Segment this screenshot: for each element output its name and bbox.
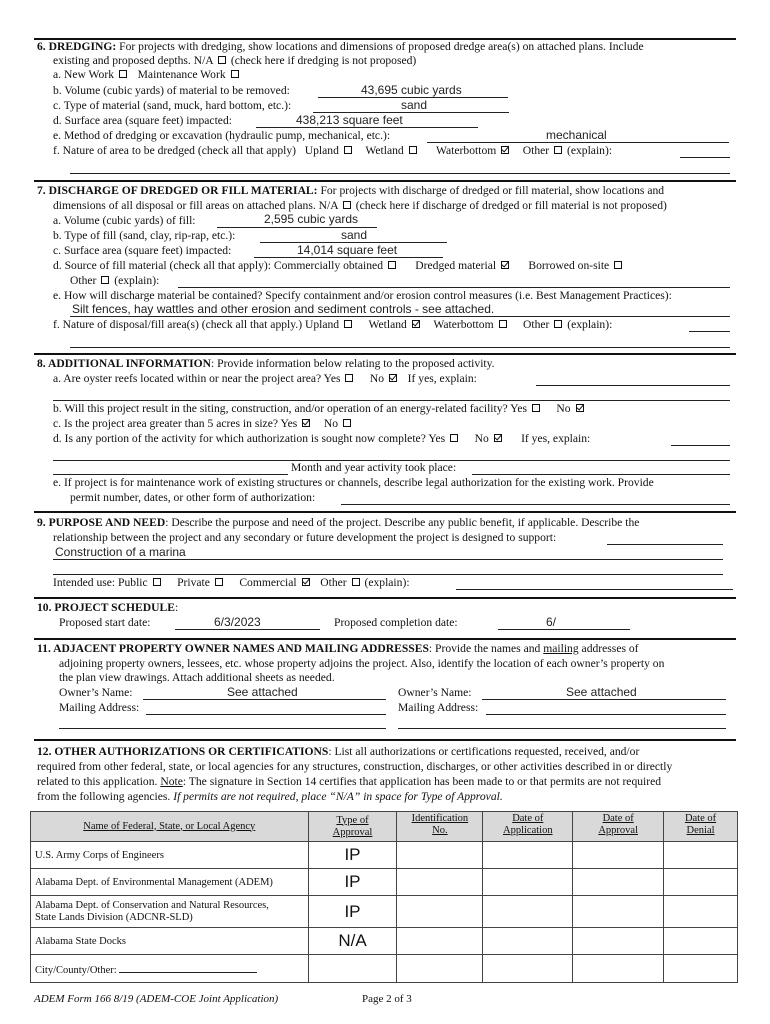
new-work-label: a. New Work: [53, 68, 114, 81]
explain-label: (explain):: [364, 576, 410, 589]
section-7-rule: [34, 180, 736, 182]
section-7-na-line: [53, 199, 667, 212]
completion-date-label: Proposed completion date:: [334, 616, 458, 629]
dredge-method-field[interactable]: mechanical: [546, 128, 607, 142]
section-7-a-label: a. Volume (cubic yards) of fill:: [53, 214, 196, 227]
explain-label: (explain):: [566, 144, 613, 157]
dredge-wetland-checkbox[interactable]: [409, 146, 417, 154]
section-12-intro-2: required from other federal, state, or local agencies for any structures, construction, discharges, or other activities described in or directly: [37, 760, 673, 773]
section-8-rule: [34, 353, 736, 355]
section-12-intro-3a: related to this application.: [37, 775, 158, 788]
section-8-title: 8. ADDITIONAL INFORMATION: [37, 357, 212, 370]
fill-waterbottom-checkbox[interactable]: [499, 320, 507, 328]
section-10-rule: [34, 597, 736, 599]
other-label: Other: [523, 318, 550, 331]
start-date-field[interactable]: 6/3/2023: [214, 615, 261, 629]
dredged-material-label: Dredged material: [415, 259, 497, 272]
section-7-intro: For projects with discharge of dredged or fill material, show locations and: [320, 184, 665, 197]
type-header-line-1: Type of: [336, 814, 369, 826]
use-other-checkbox[interactable]: [352, 578, 360, 586]
section-7-d-other: [70, 274, 159, 287]
wetland-label: Wetland: [365, 144, 404, 157]
agency-cell: U.S. Army Corps of Engineers: [31, 842, 309, 869]
section-11-rule: [34, 638, 736, 640]
page-number: Page 2 of 3: [362, 993, 412, 1005]
authorizations-table: [30, 811, 738, 983]
section-6-na-line: [53, 54, 416, 67]
date-approval-cell[interactable]: [573, 842, 664, 869]
energy-label: b. Will this project result in the siting, construction, and/or operation of an energy-related facility? Yes: [53, 402, 528, 415]
section-11-intro-3: the plan view drawings. Attach additional sheets as needed.: [59, 671, 335, 684]
section-9-title: 9. PURPOSE AND NEED: [37, 516, 166, 529]
dredge-method-line: [427, 142, 729, 143]
section-11-intro-2: adjoining property owners, lessees, etc. whose property adjoins the project. Also, identify the location of each owner’s property on: [59, 657, 665, 670]
fill-upland-checkbox[interactable]: [344, 320, 352, 328]
type-header-line-2: Approval: [332, 826, 373, 838]
section-12-intro-4b: If permits are not required, place “N/A” in space for Type of Approval.: [173, 790, 503, 803]
date-application-cell[interactable]: [483, 842, 573, 869]
completion-date-field[interactable]: 6/: [546, 615, 557, 629]
section-12-title: 12. OTHER AUTHORIZATIONS OR CERTIFICATIONS: [37, 745, 329, 758]
section-7-d: [53, 259, 624, 272]
mailing-line-2b[interactable]: [398, 728, 726, 729]
agency-line-2: State Lands Division (ADCNR-SLD): [35, 911, 193, 923]
fill-wetland-checkbox[interactable]: [412, 320, 420, 328]
oyster-no-checkbox[interactable]: [389, 374, 397, 382]
section-6-na-label: existing and proposed depths. N/A: [53, 54, 214, 67]
type-cell[interactable]: IP: [308, 869, 397, 896]
mailing-line-1b[interactable]: [59, 728, 386, 729]
fill-source-other-checkbox[interactable]: [101, 276, 109, 284]
owner-name-label-2: Owner’s Name:: [398, 686, 472, 699]
authorization-line[interactable]: [341, 504, 730, 505]
section-10-title: 10. PROJECT SCHEDULE: [37, 601, 175, 614]
section-7-f: [53, 318, 612, 331]
purpose-line-3[interactable]: [53, 574, 723, 575]
section-6-a: [53, 68, 241, 81]
type-cell[interactable]: N/A: [308, 928, 397, 955]
section-12-rule: [34, 739, 736, 741]
commercially-obtained-checkbox[interactable]: [388, 261, 396, 269]
other-label: Other: [320, 576, 347, 589]
acres-yes-checkbox[interactable]: [302, 419, 310, 427]
date-denial-cell[interactable]: [664, 955, 738, 983]
maintenance-work-label: Maintenance Work: [137, 68, 226, 81]
owner-name-line-1: [143, 699, 386, 700]
section-12-note: Note: [160, 775, 183, 788]
date-approval-header-line-1: Date of: [602, 813, 634, 824]
dredge-explain-line[interactable]: [680, 157, 730, 158]
id-cell[interactable]: [397, 928, 483, 955]
date-approval-cell[interactable]: [573, 896, 664, 928]
section-11-intro-a: : Provide the names and: [428, 642, 541, 655]
id-header: [397, 812, 483, 842]
dredge-upland-checkbox[interactable]: [344, 146, 352, 154]
section-9-heading-line: [37, 516, 639, 529]
completion-date-line: [498, 629, 630, 630]
section-8-intro: : Provide information below relating to the proposed activity.: [211, 357, 495, 370]
id-cell[interactable]: [397, 842, 483, 869]
section-6-na-note: (check here if dredging is not proposed): [230, 54, 417, 67]
date-denial-cell[interactable]: [664, 842, 738, 869]
purpose-line-2: [53, 559, 723, 560]
section-11-heading-line: [37, 642, 639, 655]
dredged-material-checkbox[interactable]: [501, 261, 509, 269]
dredge-other-checkbox[interactable]: [554, 146, 562, 154]
type-cell[interactable]: IP: [308, 896, 397, 928]
date-denial-header-line-1: Date of: [684, 813, 717, 824]
section-6-heading-line: [37, 40, 644, 53]
fill-area-line: [254, 257, 443, 258]
dredge-area-line: [256, 127, 478, 128]
fill-type-field[interactable]: sand: [341, 228, 368, 242]
date-application-header-line-1: Date of: [512, 813, 544, 824]
mailing-label-2: Mailing Address:: [398, 701, 479, 714]
borrowed-onsite-checkbox[interactable]: [614, 261, 622, 269]
no-label: No: [556, 402, 571, 415]
section-7-c-label: c. Surface area (square feet) impacted:: [53, 244, 232, 257]
dredge-explain-line-2[interactable]: [70, 173, 730, 174]
upland-label: Upland: [304, 318, 340, 331]
id-cell[interactable]: [397, 896, 483, 928]
table-row: [31, 928, 738, 955]
date-application-cell[interactable]: [483, 955, 573, 983]
fill-other-label: Other: [70, 274, 97, 287]
month-year-label: Month and year activity took place:: [291, 461, 457, 474]
date-application-cell[interactable]: [483, 869, 573, 896]
section-8-b: [53, 402, 586, 415]
energy-no-checkbox[interactable]: [576, 404, 584, 412]
upland-label: Upland: [304, 144, 339, 157]
purpose-line-1[interactable]: [607, 544, 723, 545]
date-denial-header: [664, 812, 738, 842]
table-row: [31, 955, 738, 983]
section-12-intro-1: : List all authorizations or certifications requested, received, and/or: [328, 745, 640, 758]
use-explain-line[interactable]: [456, 589, 733, 590]
section-6-d-label: d. Surface area (square feet) impacted:: [53, 114, 232, 127]
fill-nature-explain-line[interactable]: [689, 331, 730, 332]
oyster-explain-line[interactable]: [536, 385, 730, 386]
dredge-volume-field[interactable]: 43,695 cubic yards: [361, 83, 462, 97]
date-application-cell[interactable]: [483, 928, 573, 955]
section-8-e-label-1: e. If project is for maintenance work of existing structures or channels, describe legal authorization for the existing work. Provide: [53, 476, 654, 489]
dredge-material-field[interactable]: sand: [401, 98, 428, 112]
start-date-label: Proposed start date:: [59, 616, 151, 629]
no-label: No: [474, 432, 489, 445]
owner-name-line-2: [482, 699, 726, 700]
section-8-e-label-2: permit number, dates, or other form of authorization:: [70, 491, 316, 504]
section-7-b-label: b. Type of fill (sand, clay, rip-rap, etc.):: [53, 229, 236, 242]
fill-explain-label: (explain):: [114, 274, 160, 287]
id-cell[interactable]: [397, 869, 483, 896]
borrowed-onsite-label: Borrowed on-site: [528, 259, 610, 272]
section-11-intro-c: addresses of: [581, 642, 639, 655]
fill-other-checkbox[interactable]: [554, 320, 562, 328]
agency-line-1: Alabama Dept. of Conservation and Natural Resources,: [35, 899, 269, 911]
type-header: [308, 812, 397, 842]
oyster-explain-line-2[interactable]: [53, 400, 730, 401]
agency-cell: Alabama State Docks: [31, 928, 309, 955]
section-9-intro: : Describe the purpose and need of the project. Describe any public benefit, if applicable. Describe the: [165, 516, 640, 529]
form-footer: ADEM Form 166 8/19 (ADEM-COE Joint Application): [34, 993, 279, 1005]
date-approval-header-line-2: Approval: [598, 825, 638, 836]
section-7-na-note: (check here if discharge of dredged or fill material is not proposed): [355, 199, 667, 212]
oyster-yes-checkbox[interactable]: [345, 374, 353, 382]
waterbottom-label: Waterbottom: [433, 318, 494, 331]
section-9-intro-2: relationship between the project and any secondary or future development the project is designed to support:: [53, 531, 557, 544]
new-work-checkbox[interactable]: [119, 70, 127, 78]
type-cell[interactable]: [308, 955, 397, 983]
section-12-intro-3b: : The signature in Section 14 certifies that application has been made to or that permits are not required: [182, 775, 662, 788]
dredge-area-field[interactable]: 438,213 square feet: [296, 113, 403, 127]
dredging-na-checkbox[interactable]: [218, 56, 226, 64]
id-header-line-1: Identification: [411, 813, 469, 824]
containment-line: [70, 316, 730, 317]
complete-explain-line[interactable]: [671, 445, 730, 446]
date-application-header-line-2: Application: [503, 825, 553, 836]
private-label: Private: [177, 576, 210, 589]
commercial-checkbox[interactable]: [302, 578, 310, 586]
section-7-na-label: dimensions of all disposal or fill areas on attached plans. N/A: [53, 199, 338, 212]
section-6-title: 6. DREDGING:: [37, 40, 117, 53]
section-7-e-label: e. How will discharge material be contained? Specify containment and/or erosion control measures (i.e. Best Management Practices):: [53, 289, 672, 302]
date-approval-header: [573, 812, 664, 842]
owner-name-label-1: Owner’s Name:: [59, 686, 133, 699]
date-denial-cell[interactable]: [664, 928, 738, 955]
section-9-intended: [53, 576, 410, 589]
fill-nature-explain-line-2[interactable]: [70, 347, 730, 348]
agency-cell: [31, 955, 309, 983]
section-6-e-label: e. Method of dredging or excavation (hydraulic pump, mechanical, etc.):: [53, 129, 391, 142]
date-denial-cell[interactable]: [664, 869, 738, 896]
explain-label: (explain):: [567, 318, 613, 331]
complete-no-checkbox[interactable]: [494, 434, 502, 442]
section-11-intro-mailing: mailing: [543, 642, 579, 655]
wetland-label: Wetland: [368, 318, 407, 331]
table-row: [31, 896, 738, 928]
date-denial-header-line-2: Denial: [686, 825, 715, 836]
section-12-intro-4: [37, 790, 503, 803]
id-header-line-2: No.: [432, 825, 448, 836]
type-cell[interactable]: IP: [308, 842, 397, 869]
start-date-line: [175, 629, 320, 630]
fill-nature-label: f. Nature of disposal/fill area(s) (check all that apply.): [53, 318, 303, 331]
id-cell[interactable]: [397, 955, 483, 983]
purpose-field[interactable]: Construction of a marina: [55, 545, 186, 559]
complete-explain-line-3[interactable]: [53, 474, 288, 475]
section-8-heading-line: [37, 357, 495, 370]
public-checkbox[interactable]: [153, 578, 161, 586]
section-12-intro-4a: from the following agencies.: [37, 790, 171, 803]
dredge-nature-label: f. Nature of area to be dredged (check all that apply): [53, 144, 297, 157]
ifyes-label: If yes, explain:: [521, 432, 591, 445]
mailing-line-2[interactable]: [486, 714, 726, 715]
section-7-heading-line: [37, 184, 664, 197]
table-row: [31, 842, 738, 869]
table-row: [31, 869, 738, 896]
mailing-label-1: Mailing Address:: [59, 701, 140, 714]
section-9-rule: [34, 511, 736, 513]
agency-header: Name of Federal, State, or Local Agency: [31, 812, 309, 842]
date-approval-cell[interactable]: [573, 869, 664, 896]
section-8-a: [53, 372, 477, 385]
dredge-waterbottom-checkbox[interactable]: [501, 146, 509, 154]
agency-cell: [31, 896, 309, 928]
month-year-line[interactable]: [472, 474, 730, 475]
section-6-intro: For projects with dredging, show locations and dimensions of proposed dredge area(s) on attached plans. Include: [119, 40, 644, 53]
date-application-cell[interactable]: [483, 896, 573, 928]
date-approval-cell[interactable]: [573, 955, 664, 983]
date-denial-cell[interactable]: [664, 896, 738, 928]
owner-name-field-1[interactable]: See attached: [227, 685, 298, 699]
energy-yes-checkbox[interactable]: [532, 404, 540, 412]
complete-yes-checkbox[interactable]: [450, 434, 458, 442]
mailing-line-1[interactable]: [146, 714, 386, 715]
private-checkbox[interactable]: [215, 578, 223, 586]
fill-source-explain-line[interactable]: [178, 287, 730, 288]
section-7-title: 7. DISCHARGE OF DREDGED OR FILL MATERIAL:: [37, 184, 318, 197]
section-10-title-line: 10. PROJECT SCHEDULE:: [37, 601, 179, 614]
section-12-heading-line: [37, 745, 639, 758]
city-county-label: City/County/Other:: [35, 964, 117, 976]
section-12-intro-3: [37, 775, 661, 788]
fill-area-field[interactable]: 14,014 square feet: [297, 243, 398, 257]
section-6-c-label: c. Type of material (sand, muck, hard bottom, etc.):: [53, 99, 292, 112]
date-approval-cell[interactable]: [573, 928, 664, 955]
complete-label: d. Is any portion of the activity for which authorization is sought now complete? Yes: [53, 432, 446, 445]
ifyes-label: If yes, explain:: [407, 372, 477, 385]
oyster-label: a. Are oyster reefs located within or near the project area? Yes: [53, 372, 341, 385]
section-6-b-label: b. Volume (cubic yards) of material to be removed:: [53, 84, 290, 97]
waterbottom-label: Waterbottom: [436, 144, 497, 157]
section-8-c: [53, 417, 353, 430]
no-label: No: [369, 372, 385, 385]
owner-name-field-2[interactable]: See attached: [566, 685, 637, 699]
other-label: Other: [522, 144, 550, 157]
commercial-label: Commercial: [239, 576, 297, 589]
maintenance-work-checkbox[interactable]: [231, 70, 239, 78]
date-application-header: [483, 812, 573, 842]
acres-label: c. Is the project area greater than 5 acres in size? Yes: [53, 417, 298, 430]
fill-volume-field[interactable]: 2,595 cubic yards: [264, 212, 359, 226]
section-8-d: [53, 432, 590, 445]
city-county-line[interactable]: [119, 962, 257, 973]
section-11-title: 11. ADJACENT PROPERTY OWNER NAMES AND MAILING ADDRESSES: [37, 642, 429, 655]
acres-no-checkbox[interactable]: [343, 419, 351, 427]
table-header-row: [31, 812, 738, 842]
fill-source-label: d. Source of fill material (check all that apply): Commercially obtained: [53, 259, 383, 272]
intended-use-label: Intended use: Public: [53, 576, 148, 589]
containment-field[interactable]: Silt fences, hay wattles and other erosion and sediment controls - see attached.: [72, 302, 495, 316]
discharge-na-checkbox[interactable]: [343, 201, 351, 209]
agency-cell: Alabama Dept. of Environmental Management (ADEM): [31, 869, 309, 896]
section-6-f: [53, 144, 612, 157]
no-label: No: [323, 417, 338, 430]
